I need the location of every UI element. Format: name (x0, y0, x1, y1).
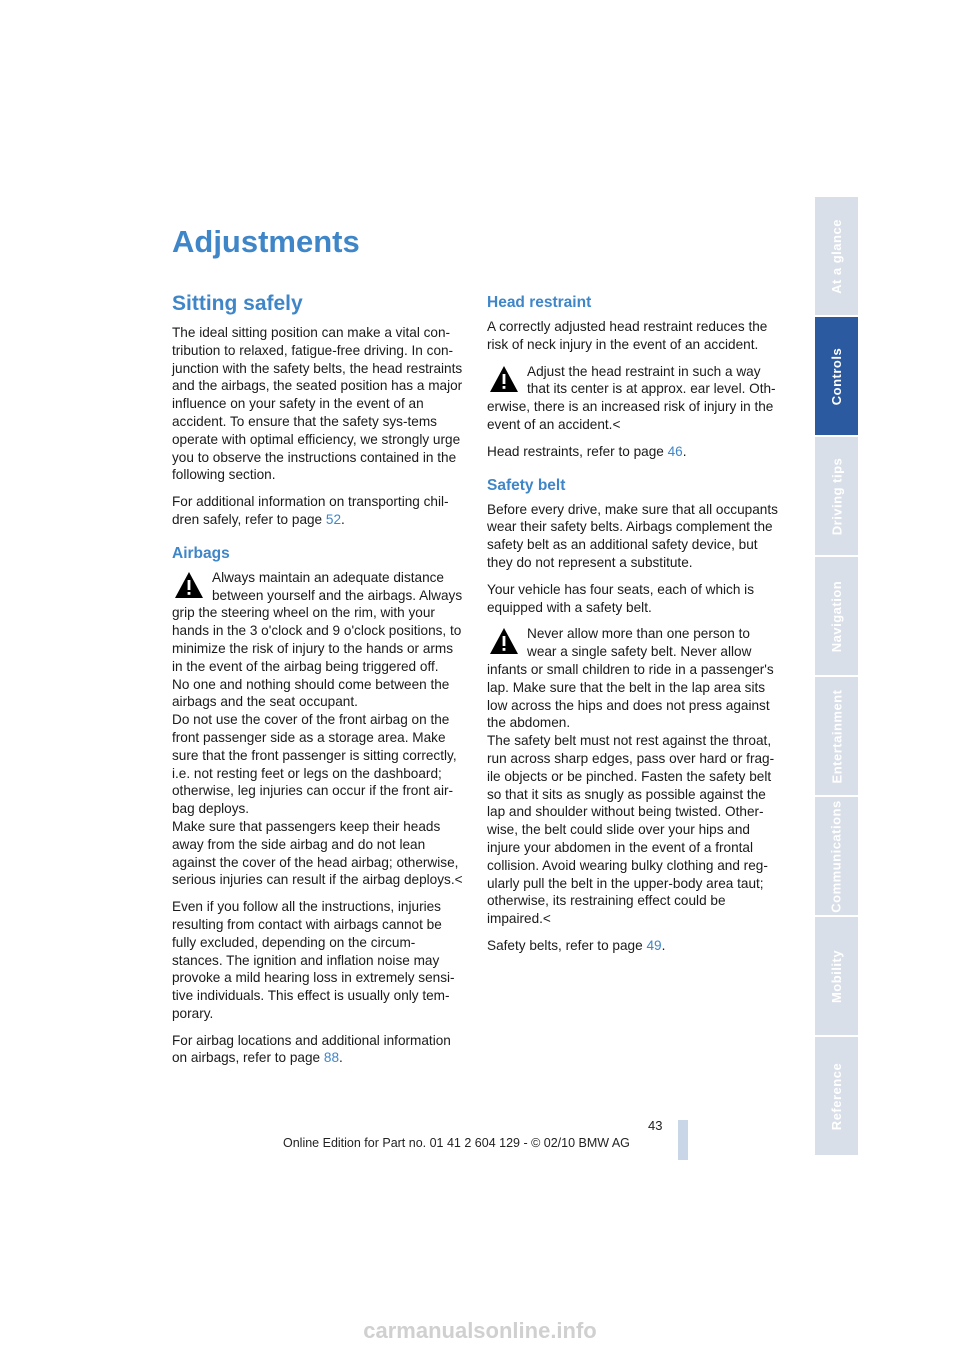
page-link-46[interactable]: 46 (667, 443, 683, 459)
warning-text: Adjust the head restraint in such a way that its center is at approx. ear level. Oth-erwise, there is an increased risk of injury in the event of an accident.< (487, 363, 776, 432)
warning-text: Make sure that passengers keep their heads away from the side airbag and do not lean against the cover of the head airbag; otherwise, serious injuries can result if the airbag deploys.< (172, 818, 463, 888)
belt-seats: Your vehicle has four seats, each of which is equipped with a safety belt. (487, 581, 754, 615)
right-column (487, 294, 779, 964)
watermark: carmanualsonline.info (363, 1318, 597, 1343)
intro-paragraph: The ideal sitting position can make a vital con-tribution to relaxed, fatigue-free driving. In con-junction with the safety belts, the head restraints and the airbags, the seated position has a major influence on your safety in the event of an accident. To ensure that the safety sys-tems operate with optimal efficiency, we strongly urge you to observe the instructions contained in the following section. (172, 325, 463, 483)
page-number: 43 (648, 1118, 663, 1133)
warning-triangle-icon (489, 627, 519, 655)
belt-intro: Before every drive, make sure that all occupants wear their safety belts. Airbags complement the safety belt as an additional safety device, but they do not represent a substitute. (487, 501, 778, 570)
warning-triangle-icon (174, 571, 204, 599)
warning-text: No one and nothing should come between the airbags and the seat occupant. (172, 676, 450, 710)
warning-text: The safety belt must not rest against the throat, run across sharp edges, pass over hard or frag-ile objects or be pinched. Fasten the safety belt so that it sits as snugly as possible against the lap and shoulder without being twisted. Other-wise, the belt could slide over your hips and injure your abdomen in the event of a frontal collision. Avoid wearing bulky clothing and reg-ularly pull the belt in the upper-body area taut; otherwise, its restraining effect could be impaired.< (487, 733, 775, 927)
warning-text: Always maintain an adequate distance between yourself and the airbags. Always grip the steering wheel on the rim, with your hands in the 3 o'clock and 9 o'clock positions, to minimize the risk of injury to the hands or arms in the event of the airbag being triggered off. (172, 569, 463, 674)
page-link-52[interactable]: 52 (325, 511, 342, 527)
subheading-safety-belt: Safety belt (487, 476, 566, 494)
children-reference: For additional information on transporting chil-dren safely, refer to page 52. (172, 494, 449, 527)
left-column (172, 292, 464, 1076)
chapter-sidebar (815, 197, 858, 1160)
head-restraint-warning (487, 363, 779, 434)
safety-belt-warning (487, 625, 779, 928)
sidebar-tab-communications[interactable]: Communications (815, 797, 858, 915)
belt-reference: Safety belts, refer to page 49. (487, 937, 666, 953)
sidebar-tab-mobility[interactable]: Mobility (815, 917, 858, 1035)
airbags-reference: For airbag locations and additional information on airbags, refer to page 88. (172, 1032, 451, 1066)
head-reference: Head restraints, refer to page 46. (487, 443, 687, 459)
warning-text: Do not use the cover of the front airbag on the front passenger side as a storage area. Make sure that the front passenger is sitting correctly, i.e. not resting feet or legs on the dashboard; otherwise, leg injuries can occur if the front air-bag deploys. (172, 712, 457, 817)
section-heading-sitting-safely: Sitting safely (172, 292, 303, 315)
page-link-88[interactable]: 88 (323, 1050, 340, 1066)
sidebar-tab-controls[interactable]: Controls (815, 317, 858, 435)
airbags-warning (172, 569, 464, 889)
sidebar-tab-entertainment[interactable]: Entertainment (815, 677, 858, 795)
warning-triangle-icon (489, 365, 519, 393)
sidebar-tab-reference[interactable]: Reference (815, 1037, 858, 1155)
subheading-airbags: Airbags (172, 544, 230, 562)
footer-accent-bar (678, 1120, 688, 1160)
subheading-head-restraint: Head restraint (487, 294, 592, 311)
head-intro: A correctly adjusted head restraint reduces the risk of neck injury in the event of an accident. (487, 319, 768, 352)
hearing-paragraph: Even if you follow all the instructions, injuries resulting from contact with airbags cannot be fully excluded, depending on the circum-stances. The ignition and inflation noise may provoke a mild hearing loss in extremely sensi-tive individuals. This effect is usually only tem-porary. (172, 899, 455, 1021)
sidebar-tab-at-a-glance[interactable]: At a glance (815, 197, 858, 315)
page-title: Adjustments (172, 224, 360, 259)
sidebar-tab-driving-tips[interactable]: Driving tips (815, 437, 858, 555)
footer-edition: Online Edition for Part no. 01 41 2 604 129 - © 02/10 BMW AG (283, 1136, 630, 1150)
page-link-49[interactable]: 49 (646, 937, 662, 953)
warning-text: Never allow more than one person to wear a single safety belt. Never allow infants or small children to ride in a passenger's lap. Make sure that the belt in the lap area sits low across the hips and does not press against the abdomen. (487, 626, 774, 731)
sidebar-tab-navigation[interactable]: Navigation (815, 557, 858, 675)
